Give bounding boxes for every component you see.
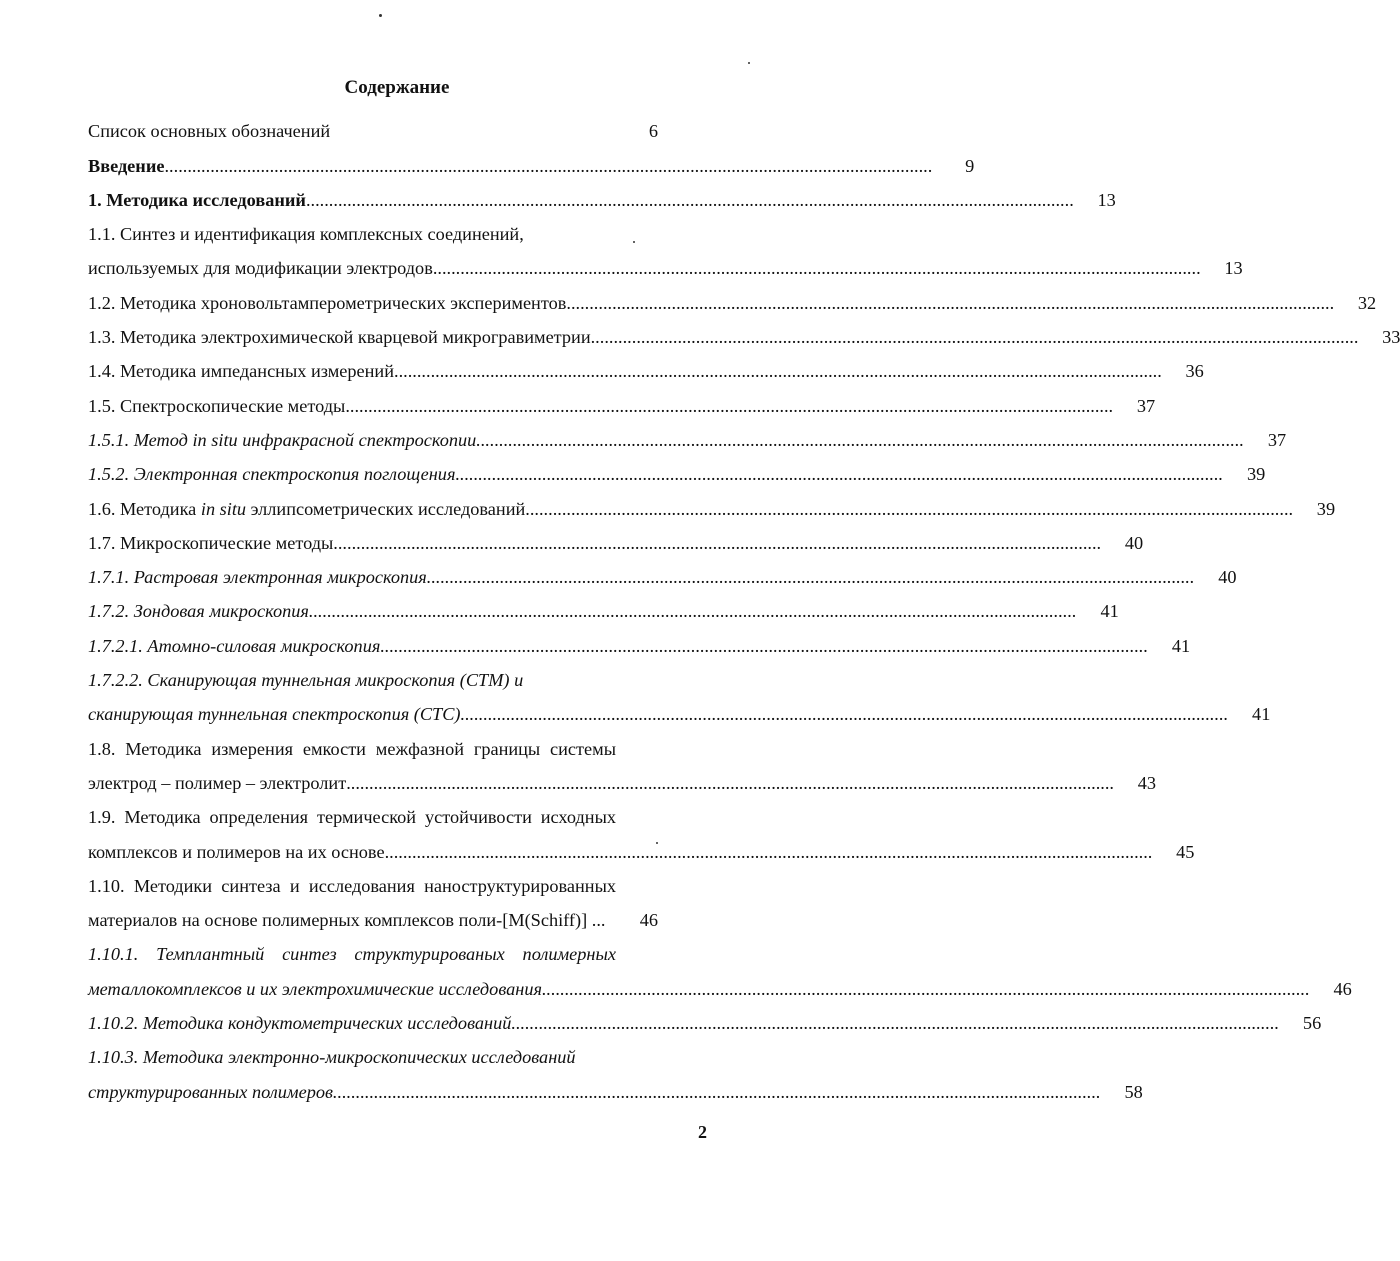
toc-entry-text: материалов на основе полимерных комплексов поли-[M(Schiff)] ... [88,910,606,931]
toc-entry-page: 40 [1124,532,1144,553]
toc-entry [88,897,658,931]
scan-speck [656,842,658,844]
toc-entry-text: структурированных полимеров [88,1081,333,1102]
toc-entry [88,622,1191,656]
toc-entry-page: 37 [1136,395,1156,416]
page-title: Содержание [344,77,450,98]
toc-entry-page: 46 [1333,978,1352,999]
page-number: 2 [698,1122,707,1142]
toc-entry-text: 1.5.1. Метод in situ инфракрасной спектроскопии [88,429,477,450]
toc-entry-text: 1.7.2.2. Сканирующая туннельная микроскопия (СТМ) и [88,670,524,691]
toc-entry [88,863,658,897]
toc-entry [88,931,658,965]
toc-entry-page: 36 [1185,361,1204,382]
toc-entry [88,177,1116,211]
toc-entry-page: 58 [1124,1081,1143,1102]
toc-entry-page: 9 [965,155,975,176]
toc-entry [88,382,1156,416]
toc-entry-text: 1.10.1. Темплантный синтез структурированых полимерных [88,944,616,965]
toc-entry-text: 1. Методика исследований [88,189,306,210]
toc-entry-text: 1.7.2. Зондовая микроскопия [88,601,309,622]
scan-speck [633,241,635,243]
toc-entry-text: 1.4. Методика импедансных измерений [88,361,394,382]
toc-entry-page: 56 [1302,1013,1322,1034]
toc-entry [88,588,1119,622]
toc-entry [88,417,1287,451]
toc-entry-page: 41 [1100,601,1119,622]
toc-entry-page: 43 [1137,772,1156,793]
toc-entry-text: Введение [88,155,165,176]
toc-entry-page: 6 [648,121,658,142]
toc-entry [88,520,1144,554]
toc-entry [88,1034,658,1068]
toc-entry-text: 1.3. Методика электрохимической кварцевой микрогравиметрии [88,327,591,348]
toc-entry-text: 1.10.2. Методика кондуктометрических исследований [88,1013,512,1034]
toc-entry [88,1068,1143,1102]
toc-entry-page: 13 [1097,189,1116,210]
toc-entry-page: 41 [1252,704,1271,725]
toc-entry-text: используемых для модификации электродов [88,258,433,279]
toc-entry-text: 1.1. Синтез и идентификация комплексных соединений, [88,224,524,245]
toc-entry [88,314,1400,348]
toc-entry-text: электрод – полимер – электролит [88,772,347,793]
toc-entry [88,1000,1322,1034]
toc-entry-page: 40 [1218,567,1237,588]
toc-entry-text: 1.2. Методика хроновольтамперометрических экспериментов [88,292,567,313]
toc-entry [88,760,1156,794]
toc-entry-page: 39 [1316,498,1336,519]
toc-entry-text: 1.7.2.1. Атомно-силовая микроскопия [88,635,381,656]
toc-entry-page: 45 [1176,841,1195,862]
toc-entry [88,348,1204,382]
toc-entry [88,245,1243,279]
toc-entry-page: 37 [1267,429,1287,450]
toc-entry-text: 1.5.2. Электронная спектроскопия поглощения [88,464,456,485]
toc-entry-text: Список основных обозначений [88,121,331,142]
toc-entry-text: 1.9. Методика определения термической устойчивости исходных [88,807,616,828]
toc-entry-text: 1.7.1. Растровая электронная микроскопия [88,567,427,588]
toc-entry [88,485,1336,519]
toc-entry [88,657,658,691]
toc-entry-page: 13 [1224,258,1243,279]
toc-entry [88,554,1237,588]
toc-entry-page: 32 [1357,292,1377,313]
toc-entry [88,828,1195,862]
toc-entry-text: сканирующая туннельная спектроскопия (СТС) [88,704,461,725]
toc-entry-text: 1.8. Методика измерения емкости межфазной границы системы [88,738,616,759]
toc-entry-page: 46 [639,910,658,931]
toc-entry [88,691,1271,725]
toc-entry-page: 39 [1246,464,1266,485]
toc-entry [88,451,1266,485]
toc-entry-text: 1.6. Методика in situ эллипсометрических исследований [88,498,526,519]
toc-entry-text: 1.5. Спектроскопические методы [88,395,346,416]
toc-entry [88,725,658,759]
toc-entry [88,965,1352,999]
toc-entry [88,794,658,828]
toc-entry-page: 33 [1382,327,1400,348]
toc-entry [88,108,658,142]
toc-entry-text: металлокомплексов и их электрохимические исследования [88,978,542,999]
toc-entry [88,142,975,176]
table-of-contents [88,108,1400,1103]
scan-speck [748,62,750,64]
toc-entry [88,211,658,245]
toc-entry-text: 1.7. Микроскопические методы [88,532,334,553]
toc-entry [88,279,1377,313]
scan-speck [379,14,382,17]
toc-entry-text: 1.10.3. Методика электронно-микроскопических исследований [88,1047,576,1068]
toc-entry-text: комплексов и полимеров на их основе [88,841,385,862]
toc-entry-page: 41 [1171,635,1191,656]
toc-entry-text: 1.10. Методики синтеза и исследования наноструктурированных [88,875,616,896]
